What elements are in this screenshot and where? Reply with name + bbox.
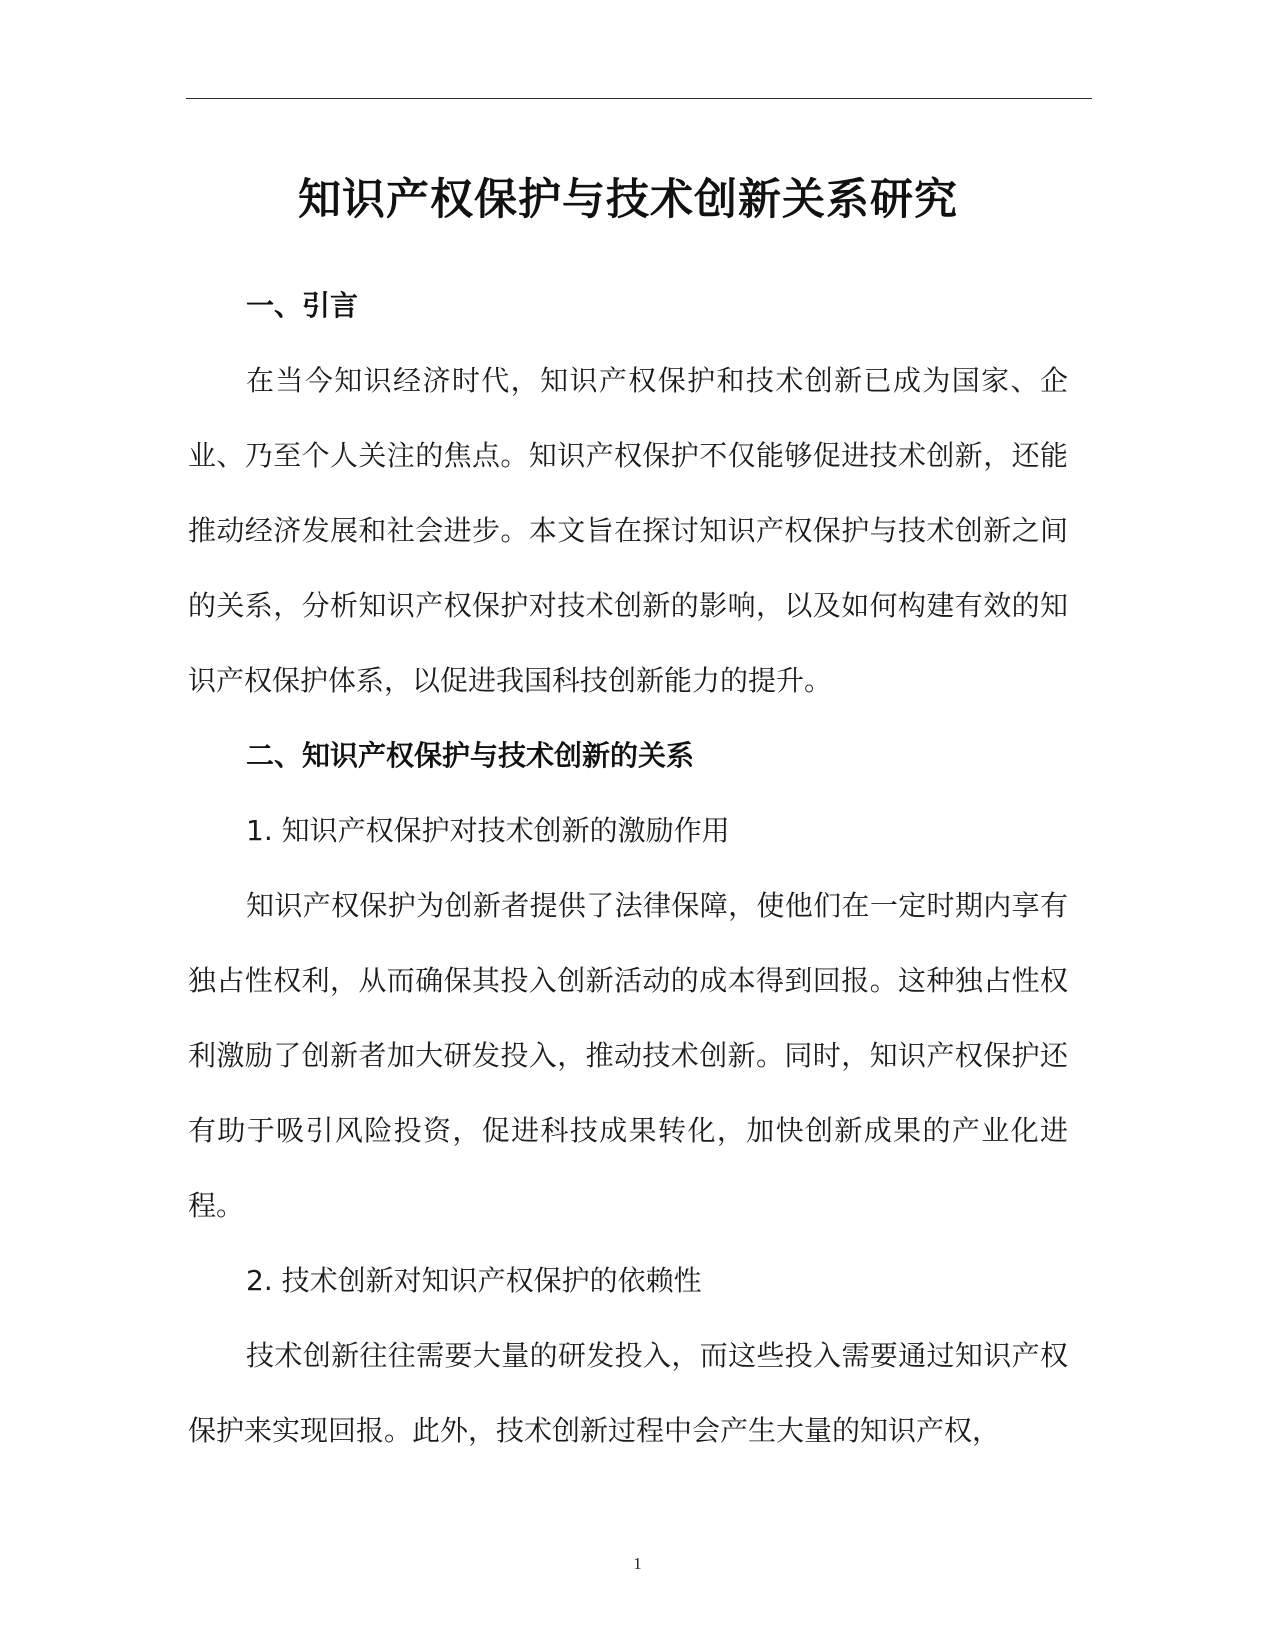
document-title: 知识产权保护与技术创新关系研究 xyxy=(298,175,958,225)
section-heading-introduction: 一、引言 xyxy=(246,289,359,322)
subsection-heading-incentive: 1. 知识产权保护对技术创新的激励作用 xyxy=(246,814,730,847)
incentive-paragraph: 知识产权保护为创新者提供了法律保障，使他们在一定时期内享有独占性权利，从而确保其投入创新活动的成本得到回报。这种独占性权利激励了创新者加大研发投入，推动技术创新。同时，知识产权保护还有助于吸引风险投资，促进科技成果转化，加快创新成果的产业化进程。 xyxy=(188,889,1068,1222)
header-rule xyxy=(186,98,1092,99)
section-heading-relationship: 二、知识产权保护与技术创新的关系 xyxy=(246,739,695,772)
subsection-heading-dependency: 2. 技术创新对知识产权保护的依赖性 xyxy=(246,1264,702,1297)
introduction-paragraph: 在当今知识经济时代，知识产权保护和技术创新已成为国家、企业、乃至个人关注的焦点。知识产权保护不仅能够促进技术创新，还能推动经济发展和社会进步。本文旨在探讨知识产权保护与技术创新之间的关系，分析知识产权保护对技术创新的影响，以及如何构建有效的知识产权保护体系，以促进我国科技创新能力的提升。 xyxy=(188,364,1068,697)
page-number: 1 xyxy=(633,1554,642,1573)
dependency-paragraph: 技术创新往往需要大量的研发投入，而这些投入需要通过知识产权保护来实现回报。此外，技术创新过程中会产生大量的知识产权， xyxy=(188,1339,1068,1447)
document-body xyxy=(188,168,1068,1468)
